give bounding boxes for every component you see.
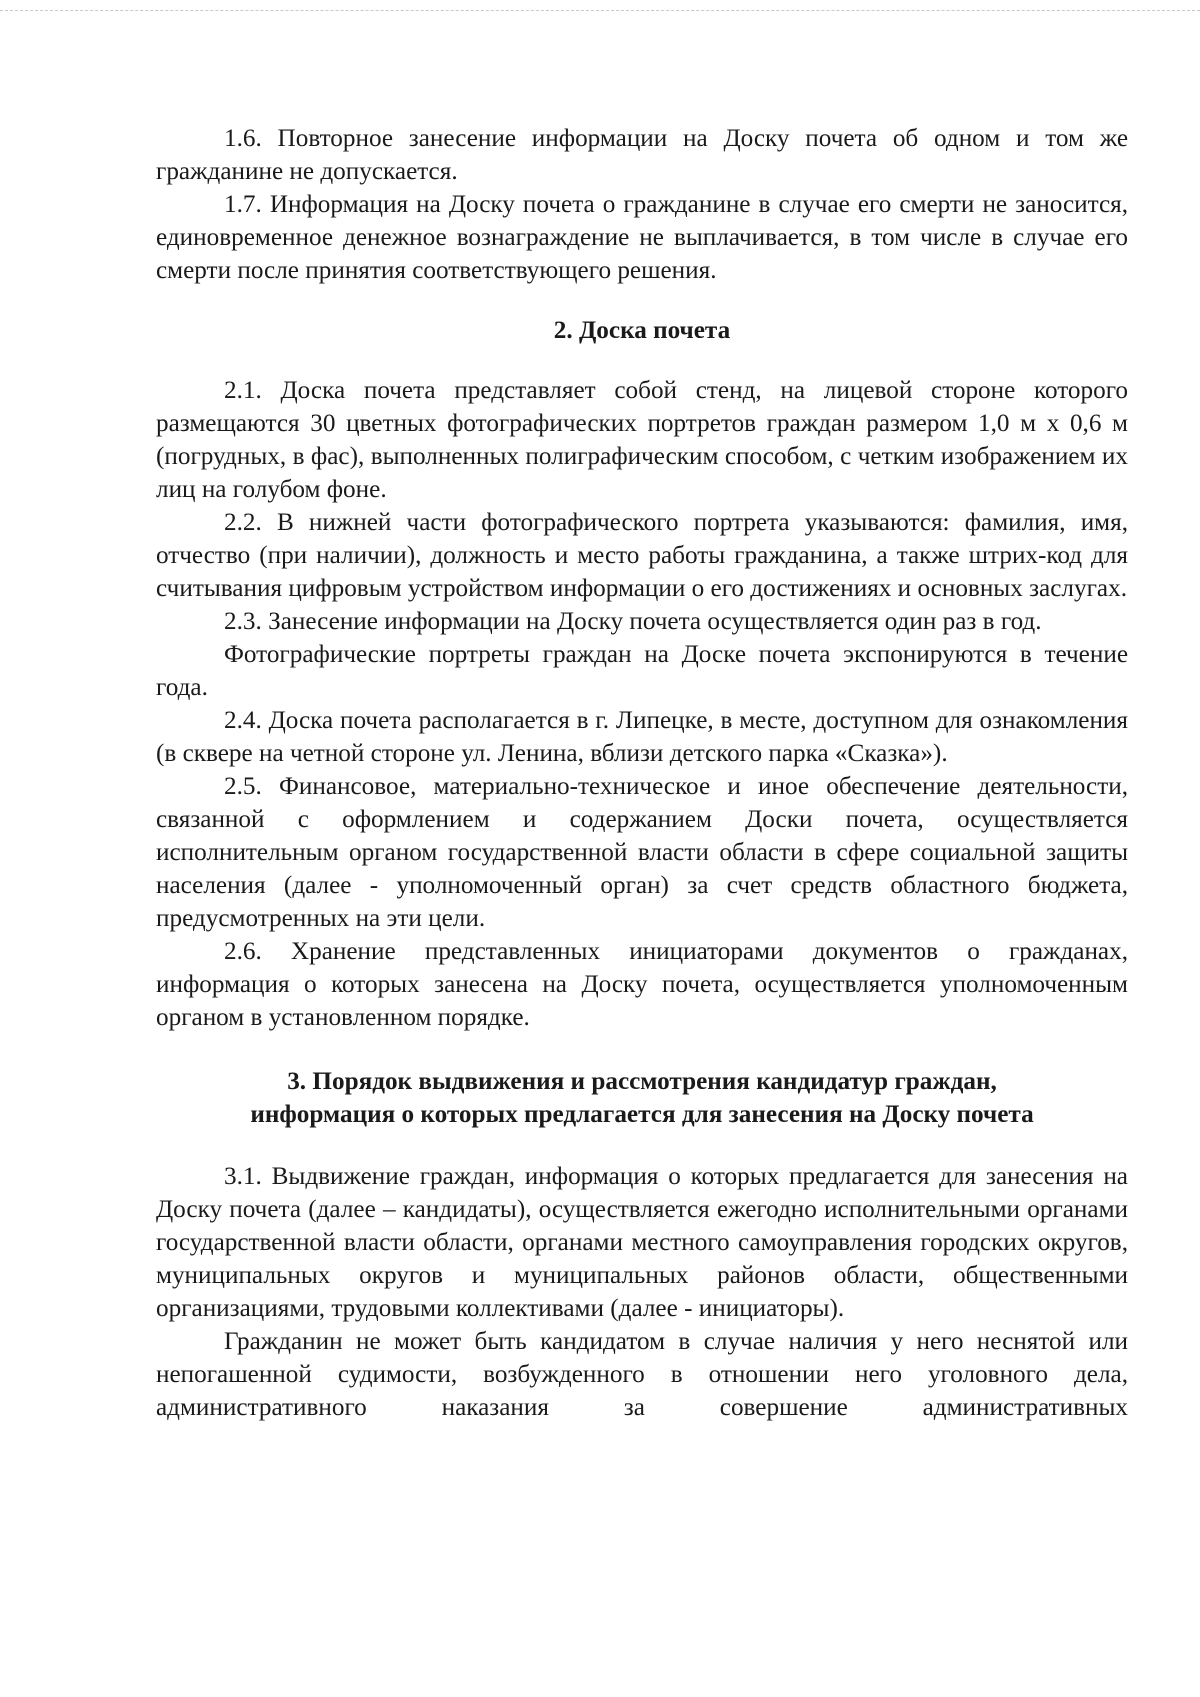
document-page <box>156 122 1128 1424</box>
scan-edge-line <box>0 10 1200 11</box>
section-2-heading: 2. Доска почета <box>553 317 731 344</box>
paragraph-2-6: 2.6. Хранение представленных инициаторами документов о гражданах, информация о которых занесена на Доску почета, осуществляется уполномоченным органом в установленном порядке. <box>156 938 1128 1031</box>
section-3-heading-line-1: 3. Порядок выдвижения и рассмотрения кандидатур граждан, <box>287 1068 997 1095</box>
paragraph-3-1-cont: Гражданин не может быть кандидатом в случае наличия у него неснятой или непогашенной судимости, возбужденного в отношении него уголовного дела, административного наказания за совершение административных <box>156 1328 1128 1421</box>
paragraph-1-7: 1.7. Информация на Доску почета о гражданине в случае его смерти не заносится, единовременное денежное вознаграждение не выплачивается, в том числе в случае его смерти после принятия соответствующего решения. <box>156 191 1128 284</box>
paragraph-2-4: 2.4. Доска почета располагается в г. Липецке, в месте, доступном для ознакомления (в сквере на четной стороне ул. Ленина, вблизи детского парка «Сказка»). <box>156 707 1128 767</box>
paragraph-2-3: 2.3. Занесение информации на Доску почета осуществляется один раз в год. <box>224 608 1042 635</box>
paragraph-2-3-cont: Фотографические портреты граждан на Доске почета экспонируются в течение года. <box>156 641 1128 701</box>
paragraph-2-2: 2.2. В нижней части фотографического портрета указываются: фамилия, имя, отчество (при наличии), должность и место работы гражданина, а также штрих-код для считывания цифровым устройством информации о его достижениях и основных заслугах. <box>156 509 1128 602</box>
paragraph-3-1: 3.1. Выдвижение граждан, информация о которых предлагается для занесения на Доску почета (далее – кандидаты), осуществляется ежегодно исполнительными органами государственной власти области, органами местного самоуправления городских округов, муниципальных округов и муниципальных районов области, общественными организациями, трудовыми коллективами (далее - инициаторы). <box>156 1163 1128 1322</box>
paragraph-2-1: 2.1. Доска почета представляет собой стенд, на лицевой стороне которого размещаются 30 цветных фотографических портретов граждан размером 1,0 м х 0,6 м (погрудных, в фас), выполненных полиграфическим способом, с четким изображением их лиц на голубом фоне. <box>156 377 1128 503</box>
paragraph-1-6: 1.6. Повторное занесение информации на Доску почета об одном и том же гражданине не допускается. <box>156 125 1128 185</box>
section-3-heading-line-2: информация о которых предлагается для занесения на Доску почета <box>250 1101 1034 1128</box>
paragraph-2-5: 2.5. Финансовое, материально-техническое и иное обеспечение деятельности, связанной с оформлением и содержанием Доски почета, осуществляется исполнительным органом государственной власти области в сфере социальной защиты населения (далее - уполномоченный орган) за счет средств областного бюджета, предусмотренных на эти цели. <box>156 773 1128 932</box>
section-3-heading <box>156 1065 1128 1131</box>
